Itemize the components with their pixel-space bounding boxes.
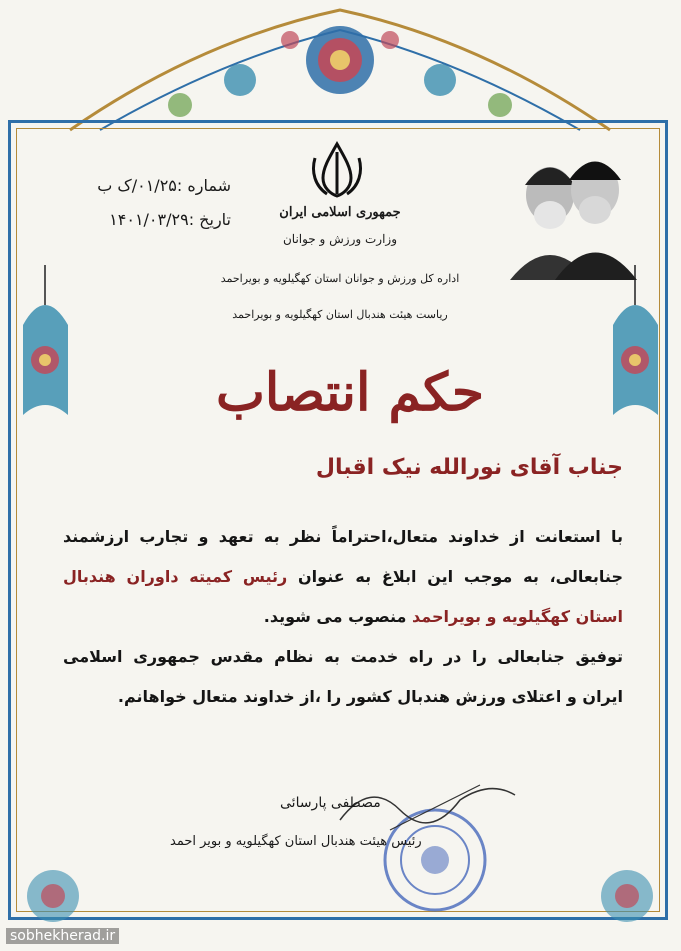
top-floral-ornament <box>60 0 620 135</box>
bottom-left-ornament <box>18 861 88 931</box>
country-name: جمهوری اسلامی ایران <box>279 205 401 220</box>
decree-title: حکم انتصاب <box>215 362 485 423</box>
body-line-4: توفیق جنابعالی را در راه خدمت به نظام مقدس جمهوری اسلامی <box>63 647 623 666</box>
federation-board-name: ریاست هیئت هندبال استان کهگیلویه و بویراحمد <box>232 308 448 321</box>
signer-name: مصطفی پارسائی <box>280 795 381 811</box>
provincial-office-name: اداره کل ورزش و جوانان استان کهگیلویه و بویراحمد <box>220 272 460 285</box>
site-watermark: sobhekherad.ir <box>6 928 119 944</box>
body-line-2 <box>63 557 623 597</box>
left-side-ornament <box>18 265 73 425</box>
body-line-5: ایران و اعتلای ورزش هندبال کشور را ،از خداوند متعال خواهانم. <box>117 687 623 706</box>
body-line-3 <box>63 597 623 637</box>
right-side-ornament <box>608 265 663 425</box>
letter-number: شماره :۰۱/۲۵/ک ب <box>97 176 231 195</box>
position-title: رئیس کمیته داوران هندبال <box>63 567 288 586</box>
body-line-3-suffix: منصوب می شوید. <box>263 607 412 626</box>
province-name: استان کهگیلویه و بویراحمد <box>411 607 623 626</box>
signer-title: رئیس هیئت هندبال استان کهگیلویه و بویر احمد <box>170 834 422 849</box>
body-line-1: با استعانت از خداوند متعال،احتراماً نظر به تعهد و تجارب ارزشمند <box>63 527 623 546</box>
body-line-2-prefix: جنابعالی، به موجب این ابلاغ به عنوان <box>287 567 623 586</box>
iran-emblem-icon <box>305 138 369 202</box>
letter-date: تاریخ :۱۴۰۱/۰۳/۲۹ <box>109 210 231 229</box>
leaders-portrait-image <box>505 135 640 280</box>
bottom-right-ornament <box>592 861 662 931</box>
recipient-name: جناب آقای نورالله نیک اقبال <box>315 455 623 480</box>
ministry-name: وزارت ورزش و جوانان <box>282 232 398 246</box>
